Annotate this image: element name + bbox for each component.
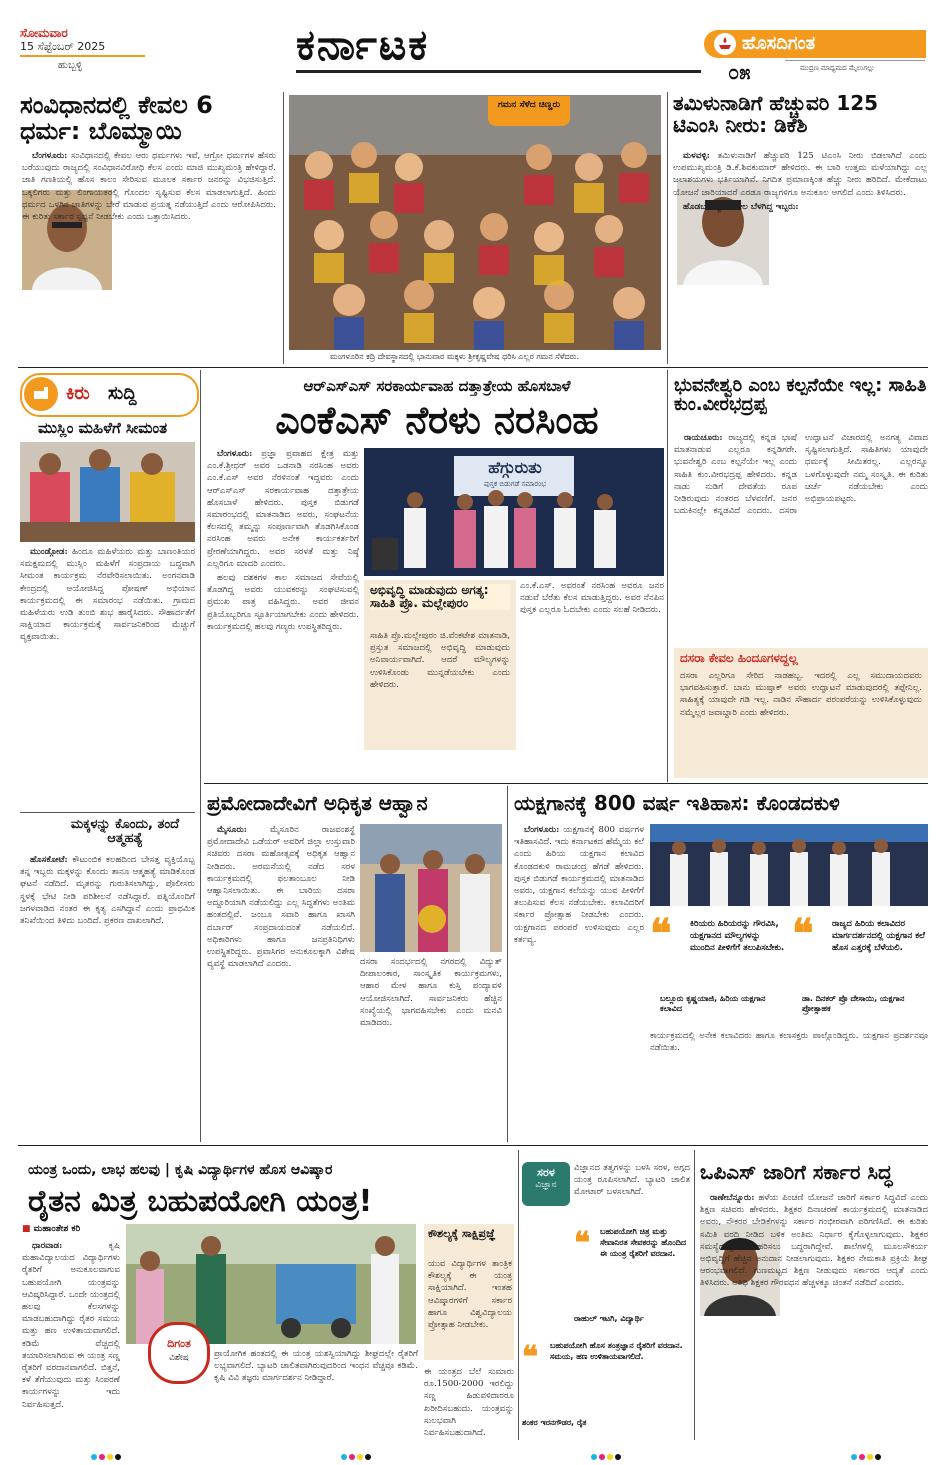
kirusuddi-item2-body bbox=[20, 854, 195, 1136]
story6-text: ಯಕ್ಷಗಾನಕ್ಕೆ 800 ವರ್ಷಗಳ ಇತಿಹಾಸವಿದೆ. ಇದು ಕರ್ನಾಟಕದ ಹೆಮ್ಮೆಯ ಕಲೆ ಎಂದು ಹಿರಿಯ ಯಕ್ಷಗಾನ ಕಲಾವಿದ ಕೊಂಡದಕುಳಿ ರಾಮಚಂದ್ರ ಹೆಗಡೆ ಹೇಳಿದರು. ಪುಸ್ತಕ ಬಿಡುಗಡೆ ಕಾರ್ಯಕ್ರಮದಲ್ಲಿ ಮಾತನಾಡಿದ ಅವರು, ಯಕ್ಷಗಾನ ಕಲೆಯನ್ನು ಯುವ ಪೀಳಿಗೆಗೆ ತಲುಪಿಸುವ ಕೆಲಸ ನಡೆಯಬೇಕು. ಕಲಾವಿದರಿಗೆ ಸರ್ಕಾರ ಪ್ರೋತ್ಸಾಹ ನೀಡಬೇಕು ಎಂದರು. ಯಕ್ಷಗಾನದ ಪರಂಪರೆ ಉಳಿಸುವುದು ಎಲ್ಲರ ಕರ್ತವ್ಯ. bbox=[514, 825, 644, 945]
story3-headline: ಎಂಕೆಎಸ್ ನೆರಳು ನರಸಿಂಹ bbox=[275, 398, 599, 442]
krishna-children-photo bbox=[289, 95, 661, 350]
yakshagana-photo bbox=[650, 824, 928, 906]
story1-dateline: ಬೆಂಗಳೂರು: bbox=[32, 151, 68, 161]
kaushalya-box bbox=[424, 1224, 514, 1360]
story1-text: ಸಂವಿಧಾನದಲ್ಲಿ ಕೇವಲ ಆರು ಧರ್ಮಗಳು ಇವೆ, ಆಗ್ರೋ ಧರ್ಮಗಳ ಹೆಸರು ಬರೆಯುವುದು ರಾಜ್ಯದಲ್ಲಿ ಸಂವಿಧಾನವಿರೋಧಿ ಕೆಲಸ ಎಂದು ಮಾಜಿ ಮುಖ್ಯಮಂತ್ರಿ ಹೇಳಿದ್ದಾರೆ. ಜಾತಿ ಗಣತಿಯಲ್ಲಿ ಹೊಸ ಕಾಲಂ ಸೇರಿಸುವ ಮೂಲಕ ಸರ್ಕಾರ ಜನರನ್ನು ವಿಭಜಿಸುತ್ತಿದೆ. ಒಕ್ಕಲಿಗರು ಮತ್ತು ಲಿಂಗಾಯತರಲ್ಲಿ ಗೊಂದಲ ಸೃಷ್ಟಿಸುವ ಕೆಲಸ ಮಾಡಲಾಗುತ್ತಿದೆ. ಹಿಂದು ಧರ್ಮದ ಒಳಗಿನ ಜಾತಿಗಳನ್ನು ಬೇರೆ ಮಾಡುವ ಪ್ರಯತ್ನ ನಡೆಯುತ್ತಿದೆ ಎಂದು ಆರೋಪಿಸಿದರು. ಈ ಕುರಿತು ಸರ್ಕಾರ ಸ್ಪಷ್ಟನೆ ನೀಡಬೇಕು ಎಂದು ಒತ್ತಾಯಿಸಿದರು. bbox=[22, 151, 276, 223]
story2-body bbox=[673, 150, 927, 360]
q1-block bbox=[574, 1224, 690, 1334]
kirusuddi-item2-text: ಕೌಟುಂಬಿಕ ಕಲಹದಿಂದ ಬೇಸತ್ತ ವ್ಯಕ್ತಿಯೊಬ್ಬ ತನ್ನ ಇಬ್ಬರು ಮಕ್ಕಳನ್ನು ಕೊಂದು ತಾನೂ ಆತ್ಮಹತ್ಯೆ ಮಾಡಿಕೊಂಡ ಘಟನೆ ನಡೆದಿದೆ. ಮೃತರನ್ನು ಗುರುತಿಸಲಾಗಿದ್ದು, ಪೊಲೀಸರು ಸ್ಥಳಕ್ಕೆ ಭೇಟಿ ನೀಡಿ ಪರಿಶೀಲನೆ ನಡೆಸಿದ್ದಾರೆ. ಪತ್ನಿಯೊಂದಿಗೆ ಜಗಳವಾಡಿದ ನಂತರ ಈ ಕೃತ್ಯ ಎಸಗಿದ್ದಾನೆ ಎಂದು ಪ್ರಾಥಮಿಕ ತನಿಖೆಯಿಂದ ತಿಳಿದು ಬಂದಿದೆ. ಪ್ರಕರಣ ದಾಖಲಾಗಿದೆ. bbox=[20, 855, 195, 927]
date-label: 15 ಸೆಪ್ಟೆಂಬರ್ 2025 bbox=[20, 40, 106, 53]
story6-headline: ಯಕ್ಷಗಾನಕ್ಕೆ 800 ವರ್ಷ ಇತಿಹಾಸ: ಕೊಂಡದಕುಳಿ bbox=[514, 791, 840, 815]
section-title: ಕರ್ನಾಟಕ bbox=[296, 20, 430, 69]
q1-text: ಬಹುಪಯೋಗಿ ಚಿತ್ರ ಮತ್ತು ಸೇವಾನಿರತ ಸೇವಕರನ್ನು ಹೊಂದಿದ ಈ ಯಂತ್ರ ರೈತರಿಗೆ ವರದಾನ. bbox=[600, 1227, 687, 1258]
quote1-block bbox=[650, 912, 786, 1024]
story5-dateline: ಮೈಸೂರು: bbox=[217, 825, 247, 835]
kirusuddi-label-a: ಕಿರು bbox=[66, 383, 90, 404]
dasara-box-head: ದಸರಾ ಕೇವಲ ಹಿಂದೂಗಳದ್ದಲ್ಲ bbox=[680, 651, 798, 665]
photo-tag-text: ಗಮನ ಸೆಳೆದ ಚಿಣ್ಣರು bbox=[497, 100, 561, 110]
byline-bullet-icon: ■ bbox=[22, 1224, 34, 1234]
story3-kicker: ಆರ್‌ಎಸ್‌ಎಸ್ ಸರಕಾರ್ಯವಾಹ ದತ್ತಾತ್ರೇಯ ಹೊಸಬಾಳೆ bbox=[303, 377, 571, 395]
masthead bbox=[0, 0, 945, 92]
story2-dateline: ಮಳವಳ್ಳಿ: bbox=[683, 151, 710, 161]
banner-text: ಪುಸ್ತಕ ಬಿಡುಗಡೆ ಸಮಾರಂಭ bbox=[484, 480, 546, 488]
dateline-block bbox=[20, 24, 280, 84]
city-label: ಹುಬ್ಬಳ್ಳಿ bbox=[58, 60, 83, 71]
q2-block bbox=[522, 1338, 690, 1438]
story8-dateline: ರಾಣೇಬೆನ್ನೂರು: bbox=[710, 1193, 755, 1203]
kirusuddi-item1-dateline: ಮುಂಡ್ಗೋಡ: bbox=[30, 547, 68, 557]
dasara-box-body: ದಸರಾ ಎಲ್ಲರಿಗೂ ಸೇರಿದ ನಾಡಹಬ್ಬ. ಇದರಲ್ಲಿ ಎಲ್ಲ ಸಮುದಾಯದವರು ಭಾಗವಹಿಸುತ್ತಾರೆ. ಬಾನು ಮುಷ್ತಾಕ್ ಅವರು ಉದ್ಘಾಟನೆ ಮಾಡುವುದರಲ್ಲಿ ತಪ್ಪೇನಿಲ್ಲ. ಸಾಹಿತ್ಯಕ್ಕೆ ಯಾವುದೇ ಗಡಿ ಇಲ್ಲ. ನಾಡಿನ ಸೌಹಾರ್ದ ಪರಂಪರೆಯನ್ನು ಉಳಿಸಿಕೊಳ್ಳುವುದು ನಮ್ಮೆಲ್ಲರ ಜವಾಬ್ದಾರಿ ಎಂದು ಹೇಳಿದರು. bbox=[680, 671, 922, 718]
sarala-badge bbox=[522, 1162, 570, 1206]
story7-kicker: ಯಂತ್ರ ಒಂದು, ಲಾಭ ಹಲವು | ಕೃಷಿ ವಿದ್ಯಾರ್ಥಿಗಳ ಹೊಸ ಆವಿಷ್ಕಾರ bbox=[28, 1162, 333, 1178]
kirusuddi-item1-body bbox=[20, 546, 195, 808]
story3-quote-head: ಅಭಿವೃದ್ಧಿ ಮಾಡುವುದು ಅಗತ್ಯ: ಸಾಹಿತಿ ಪ್ರೊ. ಮಲ್ಲೇಪುರಂ bbox=[370, 584, 510, 610]
story6-body bbox=[514, 824, 644, 1136]
book-release-photo bbox=[364, 448, 664, 576]
seemantha-photo bbox=[20, 442, 195, 542]
story4-dateline: ರಾಯಚೂರು: bbox=[684, 433, 723, 443]
story2-text: ತಮಿಳುನಾಡಿಗೆ ಹೆಚ್ಚುವರಿ 125 ಟಿಎಂಸಿ ನೀರು ಬಿಡಲಾಗಿದೆ ಎಂದು ಉಪಮುಖ್ಯಮಂತ್ರಿ ಡಿ.ಕೆ.ಶಿವಕುಮಾರ್ ಹೇಳಿದರು. ಈ ಬಾರಿ ಉತ್ತಮ ಮಳೆಯಾಗಿದ್ದು ಎಲ್ಲ ಜಲಾಶಯಗಳು ಭರ್ತಿಯಾಗಿವೆ. ನಿಗದಿತ ಪ್ರಮಾಣಕ್ಕಿಂತ ಹೆಚ್ಚು ನೀರು ಹರಿದಿದೆ. ಮೇಕೆದಾಟು ಯೋಜನೆ ಜಾರಿಯಾದರೆ ಎರಡೂ ರಾಜ್ಯಗಳಿಗೂ ಅನುಕೂಲ ಆಗಲಿದೆ ಎಂದು ತಿಳಿಸಿದರು. bbox=[673, 151, 927, 198]
page-number: ೦೫ bbox=[728, 60, 751, 84]
story5-text: ಮೈಸೂರಿನ ರಾಜವಂಶಸ್ಥೆ ಪ್ರಮೋದಾದೇವಿ ಒಡೆಯರ್ ಅವರಿಗೆ ಜಿಲ್ಲಾ ಉಸ್ತುವಾರಿ ಸಚಿವರು ದಸರಾ ಮಹೋತ್ಸವಕ್ಕೆ ಅಧಿಕೃತ ಆಹ್ವಾನ ನೀಡಿದರು. ಅರಮನೆಯಲ್ಲಿ ನಡೆದ ಸರಳ ಕಾರ್ಯಕ್ರಮದಲ್ಲಿ ಫಲತಾಂಬೂಲ ನೀಡಿ ಆಹ್ವಾನಿಸಲಾಯಿತು. ಈ ಬಾರಿಯ ದಸರಾ ಅದ್ದೂರಿಯಾಗಿ ನಡೆಯಲಿದ್ದು ಎಲ್ಲ ಸಿದ್ಧತೆಗಳು ಅಂತಿಮ ಹಂತದಲ್ಲಿವೆ. ಜಂಬೂ ಸವಾರಿ ಹಾಗೂ ಖಾಸಗಿ ದರ್ಬಾರ್ ಸಂಪ್ರದಾಯದಂತೆ ನಡೆಯಲಿದೆ. ಅಧಿಕಾರಿಗಳು ಹಾಗೂ ಜನಪ್ರತಿನಿಧಿಗಳು ಉಪಸ್ಥಿತರಿದ್ದರು. ಪ್ರವಾಸಿಗರ ಅನುಕೂಲಕ್ಕಾಗಿ ವಿಶೇಷ ವ್ಯವಸ್ಥೆ ಮಾಡಲಾಗಿದೆ ಎಂದರು. bbox=[207, 825, 355, 970]
story3-quote-box bbox=[364, 580, 516, 750]
quote1-text: ಕಿರಿಯರು ಹಿರಿಯರನ್ನು ಗೌರವಿಸಿ, ಯಕ್ಷಗಾನದ ಮೌಲ್ಯಗಳನ್ನು ಮುಂದಿನ ಪೀಳಿಗೆಗೆ ತಲುಪಿಸಬೇಕು. bbox=[690, 919, 785, 953]
quote1-by: ಬಲ್ಲೂರು ಕೃಷ್ಣಯಾಜಿ, ಹಿರಿಯ ಯಕ್ಷಗಾನ ಕಲಾವಿದ bbox=[660, 994, 766, 1013]
paper-name: ಹೊಸದಿಗಂತ bbox=[742, 33, 816, 54]
story3-text1: ಪ್ರಜ್ಞಾ ಪ್ರವಾಹದ ಕ್ಷೇತ್ರ ಮತ್ತು ಎಂ.ಕೆ.ಶ್ರೀಧರ್ ಅವರ ಒಡನಾಡಿ ನರಸಿಂಹ ಅವರು ಎಂ.ಕೆ.ಎಸ್ ಅವರ ನೆರಳಿನಂತೆ ಇದ್ದವರು ಎಂದು ಆರ್‌ಎಸ್‌ಎಸ್ ಸರಕಾರ್ಯವಾಹ ದತ್ತಾತ್ರೇಯ ಹೊಸಬಾಳೆ ಹೇಳಿದರು. ಪುಸ್ತಕ ಬಿಡುಗಡೆ ಸಮಾರಂಭದಲ್ಲಿ ಮಾತನಾಡಿದ ಅವರು, ಸಂಘಟನೆಯ ಕೆಲಸದಲ್ಲಿ ತಮ್ಮನ್ನು ಸಂಪೂರ್ಣವಾಗಿ ತೊಡಗಿಸಿಕೊಂಡ ನರಸಿಂಹ ಅವರು ಅನೇಕ ಕಾರ್ಯಕರ್ತರಿಗೆ ಪ್ರೇರಣೆಯಾಗಿದ್ದರು. ಅವರ ಸರಳತೆ ಮತ್ತು ನಿಷ್ಠೆ ಎಲ್ಲರಿಗೂ ಮಾದರಿ ಎಂದರು. bbox=[207, 449, 359, 569]
brand-banner bbox=[704, 30, 926, 58]
kirusuddi-badge bbox=[20, 373, 199, 417]
story8-headline: ಒಪಿಎಸ್ ಜಾರಿಗೆ ಸರ್ಕಾರ ಸಿದ್ಧ bbox=[700, 1160, 893, 1184]
story5-body2: ದಸರಾ ಸಂದರ್ಭದಲ್ಲಿ ನಗರದಲ್ಲಿ ವಿದ್ಯುತ್ ದೀಪಾಲಂಕಾರ, ಸಾಂಸ್ಕೃತಿಕ ಕಾರ್ಯಕ್ರಮಗಳು, ಆಹಾರ ಮೇಳ ಹಾಗೂ ಕುಸ್ತಿ ಪಂದ್ಯಾವಳಿ ಆಯೋಜಿಸಲಾಗಿದೆ. ಸಾರ್ವಜನಿಕರು ಹೆಚ್ಚಿನ ಸಂಖ್ಯೆಯಲ್ಲಿ ಭಾಗವಹಿಸಬೇಕು ಎಂದು ಮನವಿ ಮಾಡಿದರು. bbox=[360, 957, 502, 1029]
story5-headline: ಪ್ರಮೋದಾದೇವಿಗೆ ಅಧಿಕೃತ ಆಹ್ವಾನ bbox=[207, 791, 428, 815]
kirusuddi-item2-head: ಮಕ್ಕಳನ್ನು ಕೊಂದು, ತಂದೆ ಆತ್ಮಹತ್ಯೆ bbox=[70, 817, 180, 847]
print-registration-marks bbox=[90, 1446, 890, 1454]
kirusuddi-item1-text: ಹಿಂದೂ ಮಹಿಳೆಯರು ಮತ್ತು ಬಾಣಂತಿಯರ ಸಮಕ್ಷಮದಲ್ಲಿ ಮುಸ್ಲಿಂ ಮಹಿಳೆಗೆ ಸಂಪ್ರದಾಯ ಬದ್ಧವಾಗಿ ಸೀಮಂತ ಕಾರ್ಯಕ್ರಮ ನೆರವೇರಿಸಲಾಯಿತು. ಅಂಗನವಾಡಿ ಕೇಂದ್ರದಲ್ಲಿ ಆಯೋಜಿಸಿದ್ದ ಪೋಷಣ್ ಅಭಿಯಾನ ಕಾರ್ಯಕ್ರಮದಲ್ಲಿ ಈ ಸಮಾರಂಭ ನಡೆಯಿತು. ಗ್ರಾಮದ ಮಹಿಳೆಯರು ಉಡಿ ತುಂಬಿ ಶುಭ ಹಾರೈಸಿದರು. ಸೌಹಾರ್ದತೆಗೆ ಸಾಕ್ಷಿಯಾದ ಕಾರ್ಯಕ್ರಮಕ್ಕೆ ಸಾರ್ವಜನಿಕರಿಂದ ಮೆಚ್ಚುಗೆ ವ್ಯಕ್ತವಾಯಿತು. bbox=[20, 547, 195, 643]
story4-text: ರಾಜ್ಯದಲ್ಲಿ ಕನ್ನಡ ಭಾಷೆ ಮಾತನಾಡುವ ಎಲ್ಲರೂ ಕನ್ನಡಿಗರೇ. ಭುವನೇಶ್ವರಿ ಎಂಬ ಕಲ್ಪನೆಯೇ ಇಲ್ಲ ಎಂದು ಸಾಹಿತಿ ಕುಂ.ವೀರಭದ್ರಪ್ಪ ಹೇಳಿದರು. ಕನ್ನಡ ನಾಡು ನುಡಿಗೆ ದೇವತೆಯ ರೂಪ ನೀಡಿರುವುದು ನಂತರದ ಬೆಳವಣಿಗೆ. ಜನರ ಬದುಕಿನಲ್ಲೇ ಕನ್ನಡವಿದೆ ಎಂದರು. ದಸರಾ ಉದ್ಘಾಟನೆ ವಿಚಾರದಲ್ಲಿ ಅನಗತ್ಯ ವಿವಾದ ಸೃಷ್ಟಿಸಲಾಗುತ್ತಿದೆ. ಸಾಹಿತಿಗಳು ಯಾವುದೇ ಧರ್ಮಕ್ಕೆ ಸೀಮಿತರಲ್ಲ. ಎಲ್ಲರನ್ನೂ ಒಳಗೊಳ್ಳುವುದೇ ನಮ್ಮ ಸಂಸ್ಕೃತಿ. ಈ ಕುರಿತು ಚರ್ಚೆ ನಡೆಯಬೇಕು ಎಂದು ಅಭಿಪ್ರಾಯಪಟ್ಟರು. bbox=[674, 433, 928, 517]
story5-body bbox=[207, 824, 355, 1136]
pointing-hand-icon bbox=[24, 377, 58, 411]
photo-tag bbox=[488, 96, 570, 126]
quote-open-icon-3: ❝ bbox=[574, 1226, 591, 1261]
story4-body bbox=[674, 432, 928, 642]
vishesha-stamp bbox=[148, 1322, 210, 1384]
q1-by: ರಾಹುಲ್ ಇಟಗಿ, ವಿದ್ಯಾರ್ಥಿ bbox=[574, 1314, 644, 1323]
story7-body bbox=[22, 1240, 120, 1440]
quote2-by: ಡಾ. ದಿನಕರ್ ಪ್ರೊ ದೇಸಾಯಿ, ಯಕ್ಷಗಾನ ಪ್ರೋತ್ಸಾಹಕ bbox=[802, 994, 905, 1013]
day-label: ಸೋಮವಾರ bbox=[20, 26, 68, 40]
pramodadevi-photo bbox=[360, 824, 502, 952]
quote-open-icon-4: ❝ bbox=[522, 1340, 539, 1375]
quote2-block bbox=[792, 912, 928, 1024]
kaushalya-body: ಯುವ ವಿದ್ಯಾರ್ಥಿಗಳ ತಾಂತ್ರಿಕ ಕೌಶಲ್ಯಕ್ಕೆ ಈ ಯಂತ್ರ ಸಾಕ್ಷಿಯಾಗಿದೆ. ಇಂತಹ ಆವಿಷ್ಕಾರಗಳಿಗೆ ಸರ್ಕಾರ ಹಾಗೂ ವಿಶ್ವವಿದ್ಯಾಲಯ ಪ್ರೋತ್ಸಾಹ ನೀಡಬೇಕು. bbox=[428, 1259, 512, 1331]
story7-headline: ರೈತನ ಮಿತ್ರ ಬಹುಪಯೋಗಿ ಯಂತ್ರ! bbox=[28, 1184, 373, 1219]
stamp-text-a: ದಿಗಂತ bbox=[167, 1337, 191, 1350]
kirusuddi-item2-dateline: ಹೊಸಕೋಟೆ: bbox=[30, 855, 68, 865]
story8-text: ಹಳೆಯ ಪಿಂಚಣಿ ಯೋಜನೆ ಜಾರಿಗೆ ಸರ್ಕಾರ ಸಿದ್ಧವಿದೆ ಎಂದು ಶಿಕ್ಷಣ ಸಚಿವರು ಹೇಳಿದರು. ಶಿಕ್ಷಕರ ದಿನಾಚರಣೆ ಕಾರ್ಯಕ್ರಮದಲ್ಲಿ ಮಾತನಾಡಿದ ಅವರು, ನೌಕರರ ಬೇಡಿಕೆಗಳನ್ನು ಸರ್ಕಾರ ಗಂಭೀರವಾಗಿ ಪರಿಗಣಿಸಿದೆ. ಈ ಕುರಿತು ಸಮಿತಿ ವರದಿ ನೀಡಿದ ಬಳಿಕ ಅಂತಿಮ ನಿರ್ಧಾರ ಕೈಗೊಳ್ಳಲಾಗುವುದು. ಶಿಕ್ಷಕರ ಸಮಸ್ಯೆಗಳನ್ನು ಪರಿಹರಿಸಲು ಬದ್ಧರಾಗಿದ್ದೇವೆ. ಶಾಲೆಗಳಲ್ಲಿ ಮೂಲಸೌಕರ್ಯ ಅಭಿವೃದ್ಧಿಗೆ ಹೆಚ್ಚಿನ ಅನುದಾನ ನೀಡಲಾಗುವುದು. ಶಿಕ್ಷಕರ ನೇಮಕಾತಿ ಪ್ರಕ್ರಿಯೆ ಶೀಘ್ರ ಆರಂಭವಾಗಲಿದೆ. ಗುಣಮಟ್ಟದ ಶಿಕ್ಷಣ ನೀಡುವುದು ಸರ್ಕಾರದ ಆದ್ಯತೆ ಎಂದು ತಿಳಿಸಿದರು. ಅತಿಥಿ ಶಿಕ್ಷಕರ ಗೌರವಧನ ಹೆಚ್ಚಳಕ್ಕೂ ಚಿಂತನೆ ನಡೆದಿದೆ ಎಂದರು. bbox=[700, 1193, 928, 1289]
tagline: ಮುದ್ರಣ ಮಾಧ್ಯಮದ ಮೈಲುಗಲ್ಲು bbox=[800, 64, 875, 72]
story7-dateline: ಧಾರವಾಡ: bbox=[32, 1241, 63, 1251]
story7-body2: ಪ್ರಾಯೋಗಿಕ ಹಂತದಲ್ಲಿ ಈ ಯಂತ್ರ ಯಶಸ್ವಿಯಾಗಿದ್ದು ಶೀಘ್ರದಲ್ಲೇ ರೈತರಿಗೆ ಲಭ್ಯವಾಗಲಿದೆ. ಬ್ಯಾಟರಿ ಚಾಲಿತವಾಗಿರುವುದರಿಂದ ಇಂಧನ ವೆಚ್ಚವೂ ಕಡಿಮೆ. ಕೃಷಿ ವಿವಿ ತಜ್ಞರು ಮಾರ್ಗದರ್ಶನ ನೀಡಿದ್ದಾರೆ. bbox=[214, 1349, 418, 1384]
story7-text: ಕೃಷಿ ಮಹಾವಿದ್ಯಾಲಯದ ವಿದ್ಯಾರ್ಥಿಗಳು ರೈತರಿಗೆ ಅನುಕೂಲವಾಗುವ ಬಹುಪಯೋಗಿ ಯಂತ್ರವನ್ನು ಆವಿಷ್ಕರಿಸಿದ್ದಾರೆ. ಒಂದೇ ಯಂತ್ರದಲ್ಲಿ ಹಲವು ಕೆಲಸಗಳನ್ನು ಮಾಡಬಹುದಾಗಿದ್ದು ರೈತರ ಸಮಯ ಮತ್ತು ಹಣ ಉಳಿತಾಯವಾಗಲಿದೆ. ಕಡಿಮೆ ವೆಚ್ಚದಲ್ಲಿ ತಯಾರಿಸಲಾಗಿರುವ ಈ ಯಂತ್ರ ಸಣ್ಣ ರೈತರಿಗೆ ವರದಾನವಾಗಲಿದೆ. ಬಿತ್ತನೆ, ಕಳೆ ತೆಗೆಯುವುದು ಮತ್ತು ಸಿಂಪರಣೆ ಕಾರ್ಯಗಳನ್ನು ಇದು ನಿರ್ವಹಿಸುತ್ತದೆ. bbox=[22, 1241, 120, 1410]
stamp-text-b: ವಿಶೇಷ bbox=[169, 1353, 189, 1363]
story4-headline: ಭುವನೇಶ್ವರಿ ಎಂಬ ಕಲ್ಪನೆಯೇ ಇಲ್ಲ: ಸಾಹಿತಿ ಕುಂ.ವೀರಭದ್ರಪ್ಪ bbox=[674, 375, 927, 416]
kirusuddi-item1-head: ಮುಸ್ಲಿಂ ಮಹಿಳೆಗೆ ಸೀಮಂತ bbox=[38, 419, 168, 437]
quote2-text: ರಾಜ್ಯದ ಹಿರಿಯ ಕಲಾವಿದರ ಮಾರ್ಗದರ್ಶನದಲ್ಲಿ ಯಕ್ಷಗಾನ ಕಲೆ ಹೊಸ ಎತ್ತರಕ್ಕೆ ಬೆಳೆಯಲಿ. bbox=[832, 919, 925, 953]
story7-body3: ಈ ಯಂತ್ರದ ಬೆಲೆ ಸುಮಾರು ರೂ.1500-2000 ಇರಲಿದ್ದು ಸಣ್ಣ ಹಿಡುವಳಿದಾರರೂ ಖರೀದಿಸಬಹುದು. ಯಂತ್ರವನ್ನು ಸುಲಭವಾಗಿ ನಿರ್ವಹಿಸಬಹುದಾಗಿದೆ. bbox=[424, 1367, 514, 1439]
lamp-icon bbox=[714, 33, 736, 55]
story8-body bbox=[700, 1192, 928, 1440]
story3-body3-col2 bbox=[364, 752, 664, 776]
story1-headline: ಸಂವಿಧಾನದಲ್ಲಿ ಕೇವಲ 6 ಧರ್ಮ: ಬೊಮ್ಮಾಯಿ bbox=[20, 91, 213, 145]
story3-body3: ಎಂ.ಕೆ.ಎಸ್. ಅವರಂತೆ ನರಸಿಂಹ ಅವರೂ ಜನರ ನಡುವೆ ಬೆರೆತು ಕೆಲಸ ಮಾಡುತ್ತಿದ್ದರು. ಅವರ ನೆನಪಿನ ಪುಸ್ತಕ ಎಲ್ಲರೂ ಓದಬೇಕು ಎಂದು ಸಲಹೆ ನೀಡಿದರು. bbox=[520, 581, 664, 616]
kaushalya-head: ಕೌಶಲ್ಯಕ್ಕೆ ಸಾಕ್ಷಿಪ್ರಜ್ಞೆ bbox=[428, 1227, 496, 1240]
story6-body2: ಕಾರ್ಯಕ್ರಮದಲ್ಲಿ ಅನೇಕ ಕಲಾವಿದರು ಹಾಗೂ ಕಲಾಸಕ್ತರು ಪಾಲ್ಗೊಂಡಿದ್ದರು. ಯಕ್ಷಗಾನ ಪ್ರದರ್ಶನವೂ ನಡೆಯಿತು. bbox=[650, 1031, 928, 1054]
sarala-body: ವಿಜ್ಞಾನದ ತತ್ವಗಳನ್ನು ಬಳಸಿ ಸರಳ, ಅಗ್ಗದ ಯಂತ್ರ ರೂಪಿಸಲಾಗಿದೆ. ಬ್ಯಾಟರಿ ಚಾಲಿತ ಮೋಟಾರ್ ಬಳಸಲಾಗಿದೆ. bbox=[574, 1163, 690, 1198]
banner-title: ಹೆಗ್ಗುರುತು bbox=[488, 458, 542, 477]
story7-byline-text: ಮಹಾಂತೇಶ ಕರಿ bbox=[33, 1224, 81, 1234]
quote-open-icon-2: ❝ bbox=[792, 910, 814, 957]
kirusuddi-label-b: ಸುದ್ದಿ bbox=[108, 383, 137, 404]
story2-headline: ತಮಿಳುನಾಡಿಗೆ ಹೆಚ್ಚುವರಿ 125 ಟಿಎಂಸಿ ನೀರು: ಡಿಕೆಶಿ bbox=[673, 91, 879, 137]
quote-open-icon: ❝ bbox=[650, 910, 672, 957]
dasara-box bbox=[674, 648, 928, 778]
sarala-label-b: ವಿಜ್ಞಾನ bbox=[535, 1180, 557, 1190]
story2-subhead: ಹೊಡಬ ವಿದ್ಯುತ್ ಡೀಲ ಬೆಳಗಿದ್ದ ಇಬ್ಬರು: bbox=[683, 201, 799, 212]
q2-text: ಬಹುಪಯೋಗಿ ಹೊಸ ತಂತ್ರಜ್ಞಾನ ರೈತರಿಗೆ ವರದಾನ. ಸಮಯ, ಹಣ ಉಳಿತಾಯವಾಗಲಿದೆ. bbox=[550, 1341, 683, 1361]
story1-body bbox=[22, 150, 276, 348]
sarala-label-a: ಸರಳ bbox=[537, 1166, 555, 1179]
story3-dateline: ಬೆಂಗಳೂರು: bbox=[217, 449, 253, 459]
story3-body1 bbox=[207, 448, 359, 774]
story3-text2: ಹಲವು ದಶಕಗಳ ಕಾಲ ಸಮಾಜದ ಸೇವೆಯಲ್ಲಿ ತೊಡಗಿದ್ದ ಅವರು ಯುವಕರನ್ನು ಸಂಘಟಿಸುವಲ್ಲಿ ಪ್ರಮುಖ ಪಾತ್ರ ವಹಿಸಿದ್ದರು. ಅವರ ಜೀವನ ಪ್ರತಿಯೊಬ್ಬರಿಗೂ ಸ್ಫೂರ್ತಿಯಾಗಬೇಕು ಎಂದು ಹೇಳಿದರು. ಕಾರ್ಯಕ್ರಮದಲ್ಲಿ ಹಲವು ಗಣ್ಯರು ಉಪಸ್ಥಿತರಿದ್ದರು. bbox=[207, 573, 359, 632]
story6-dateline: ಬೆಂಗಳೂರು: bbox=[524, 825, 560, 835]
q2-by: ಶಂಕರ ಇರನಗೌಡರ, ರೈತ bbox=[522, 1418, 587, 1427]
story3-quote-body: ಸಾಹಿತಿ ಪ್ರೊ.ಮಲ್ಲೇಪುರಂ ಜಿ.ವೆಂಕಟೇಶ ಮಾತನಾಡಿ, ಪ್ರಸ್ತುತ ಸಮಾಜದಲ್ಲಿ ಅಭಿವೃದ್ಧಿ ಮಾಡುವುದು ಅನಿವಾರ್ಯವಾಗಿದೆ. ಆದರೆ ಮೌಲ್ಯಗಳನ್ನು ಉಳಿಸಿಕೊಂಡು ಮುನ್ನಡೆಯಬೇಕು ಎಂದು ಹೇಳಿದರು. bbox=[370, 631, 510, 690]
center-photo-caption: ಮಂಗಳೂರಿನ ಕದ್ರಿ ದೇವಸ್ಥಾನದಲ್ಲಿ ಭಾನುವಾರ ಮಕ್ಕಳು ಶ್ರೀಕೃಷ್ಣವೇಷ ಧರಿಸಿ ಎಲ್ಲರ ಗಮನ ಸೆಳೆದರು. bbox=[330, 352, 579, 361]
